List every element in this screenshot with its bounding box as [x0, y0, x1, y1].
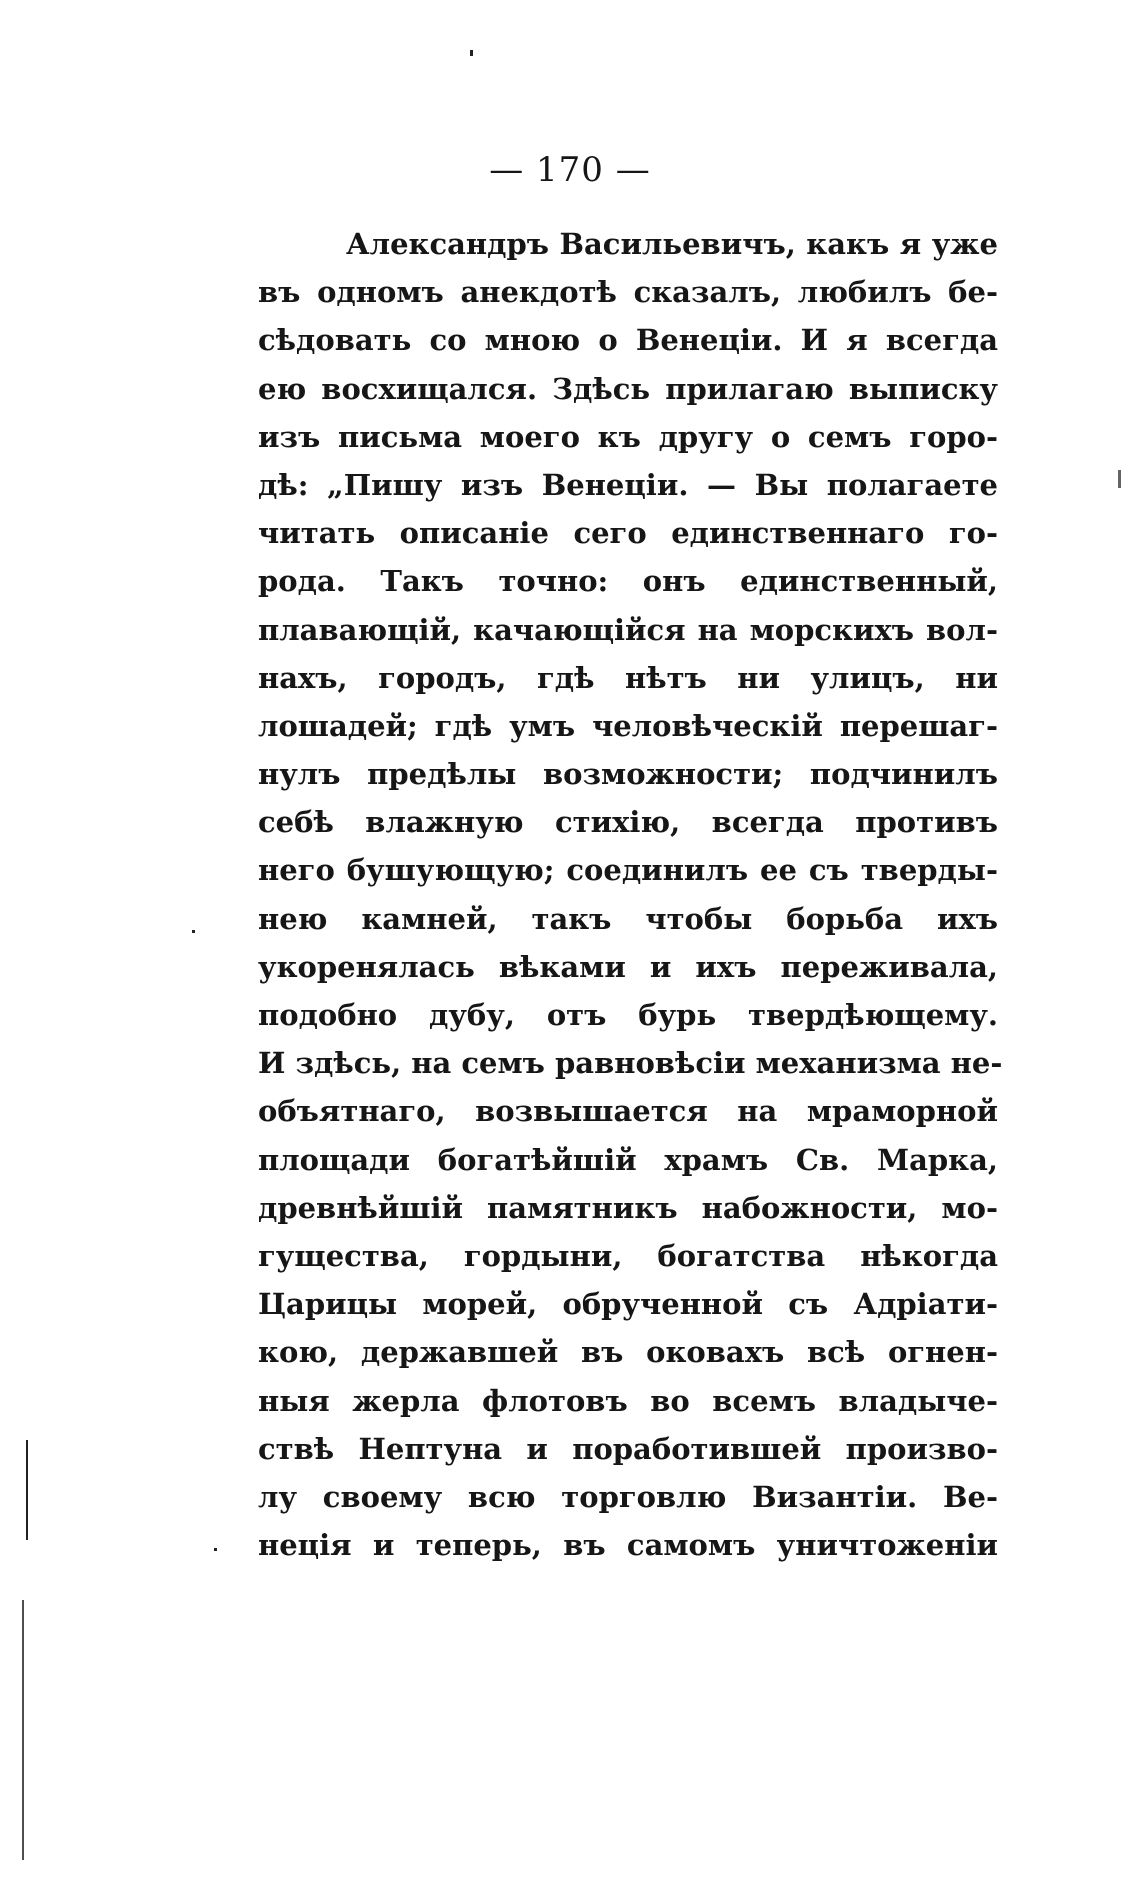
text-line: лу своему всю торговлю Византіи. Ве- — [258, 1479, 998, 1514]
text-line: сѣдовать со мною о Венеціи. И я всегда — [258, 323, 998, 358]
text-line: нулъ предѣлы возможности; подчинилъ — [258, 757, 998, 792]
text-line: рода. Такъ точно: онъ единственный, — [258, 564, 998, 599]
body-text — [258, 220, 1003, 1569]
text-line: объятнаго, возвышается на мраморной — [258, 1094, 998, 1129]
text-line: дѣ: „Пишу изъ Венеціи. — Вы полагаете — [258, 467, 998, 502]
text-line: лошадей; гдѣ умъ человѣческій перешаг- — [258, 708, 998, 743]
text-line: въ одномъ анекдотѣ сказалъ, любилъ бе- — [258, 275, 998, 310]
text-line: него бушующую; соединилъ ее съ тверды- — [258, 853, 998, 888]
scan-edge-mark — [22, 1600, 24, 1860]
text-line: ствѣ Нептуна и поработившей произво- — [258, 1431, 998, 1466]
text-line: нею камней, такъ чтобы борьба ихъ — [258, 901, 998, 936]
text-line: площади богатѣйшій храмъ Св. Марка, — [258, 1142, 998, 1177]
text-line: Александръ Васильевичъ, какъ я уже — [346, 227, 998, 261]
text-line: нахъ, городъ, гдѣ нѣтъ ни улицъ, ни — [258, 660, 998, 695]
text-line: себѣ влажную стихію, всегда противъ — [258, 805, 998, 840]
text-line: плавающій, качающійся на морскихъ вол- — [258, 612, 998, 647]
text-line: укоренялась вѣками и ихъ переживала, — [258, 949, 998, 984]
text-line: И здѣсь, на семъ равновѣсіи механизма не- — [258, 1046, 1003, 1081]
text-line: подобно дубу, отъ бурь твердѣющему. — [258, 998, 998, 1032]
text-line: древнѣйшій памятникъ набожности, мо- — [258, 1190, 998, 1225]
text-line: гущества, гордыни, богатства нѣкогда — [258, 1238, 998, 1273]
text-line: ныя жерла флотовъ во всемъ владычe- — [258, 1383, 998, 1418]
scan-edge-mark — [26, 1440, 28, 1540]
text-line: кою, державшей въ оковахъ всѣ огнен- — [258, 1335, 998, 1370]
page-number-header: — 170 — — [489, 150, 651, 190]
scan-speck — [1118, 470, 1121, 488]
scan-speck — [192, 930, 195, 933]
scan-speck — [470, 50, 473, 56]
text-line: Царицы морей, обрученной съ Адріати- — [258, 1287, 998, 1322]
text-line: неція и теперь, въ самомъ уничтоженіи — [258, 1528, 998, 1563]
text-line: ею восхищался. Здѣсь прилагаю выписку — [258, 371, 998, 406]
text-line: читать описаніе сего единственнаго го- — [258, 516, 998, 551]
scan-speck — [214, 1548, 217, 1551]
text-line: изъ письма моего къ другу о семъ горо- — [258, 419, 998, 454]
